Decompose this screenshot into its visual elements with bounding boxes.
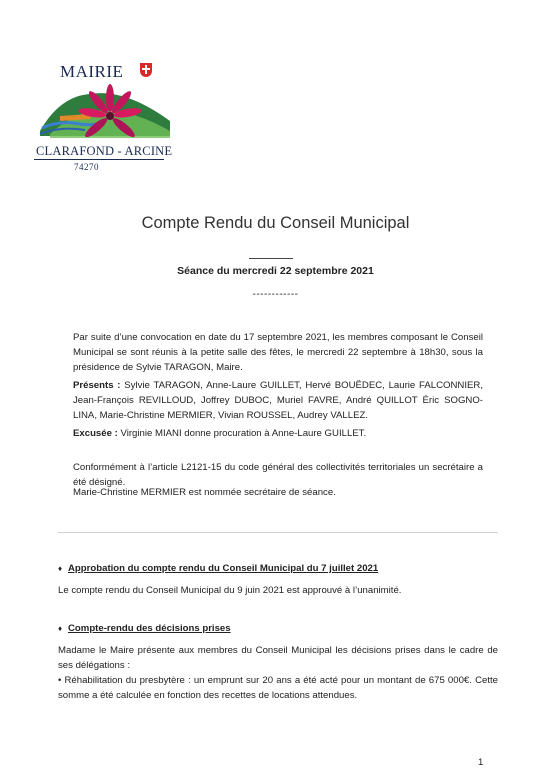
logo-rule (34, 159, 164, 160)
session-date: Séance du mercredi 22 septembre 2021 (177, 265, 374, 277)
intro-paragraph: Par suite d’une convocation en date du 17 septembre 2021, les membres composant le Conseil Municipal se sont réunis à la petite salle des fêtes, le mercredi 22 septembre à 18h30, sous la présidence de Sylvie TARAGON, Maire. (73, 332, 483, 373)
section-separator (58, 532, 498, 533)
mountain-flower-icon (30, 76, 180, 146)
savoy-cross-icon (140, 63, 152, 77)
logo-mairie-text: MAIRIE (60, 62, 124, 81)
diamond-bullet-icon: ♦ (58, 624, 63, 633)
excusee-paragraph (73, 426, 483, 441)
presents-label: Présents : (73, 380, 121, 391)
decision-item: • Réhabilitation du presbytère : un emprunt sur 20 ans a été acté pour un montant de 675 000€. Cette somme a été calculée en fonction des recettes de locations attendues. (58, 675, 498, 701)
page-number: 1 (478, 757, 484, 768)
logo-commune-name: CLARAFOND - ARCINE (36, 144, 173, 158)
section-title: Approbation du compte rendu du Conseil Municipal du 7 juillet 2021 (68, 563, 379, 574)
dashes-divider: ------------ (252, 289, 299, 300)
excusee-label: Excusée : (73, 428, 118, 439)
article-paragraph: Conformément à l’article L2121-15 du code général des collectivités territoriales un secrétaire a été désigné. (73, 462, 483, 488)
section-heading-approbation (58, 563, 378, 574)
section-paragraph: Le compte rendu du Conseil Municipal du 9 juin 2021 est approuvé à l’unanimité. (58, 585, 402, 596)
logo-postcode: 74270 (74, 162, 99, 172)
mairie-logo (30, 58, 180, 178)
excusee-text: Virginie MIANI donne procuration à Anne-Laure GUILLET. (117, 428, 367, 439)
presents-paragraph (73, 378, 483, 423)
diamond-bullet-icon: ♦ (58, 564, 63, 573)
secretary-paragraph: Marie-Christine MERMIER est nommée secrétaire de séance. (73, 487, 336, 498)
section-heading-decisions (58, 623, 231, 634)
document-title: Compte Rendu du Conseil Municipal (141, 214, 410, 232)
presents-list: Sylvie TARAGON, Anne-Laure GUILLET, Hervé BOUËDEC, Laurie FALCONNIER, Jean-François REVILLOUD, Joffrey DUBOC, Muriel FAVRE, André QUILLOT Éric SOGNO-LINA, Marie-Christine MERMIER, Vivian ROUSSEL, Audrey VALLEZ. (73, 380, 484, 421)
section-paragraph: Madame le Maire présente aux membres du Conseil Municipal les décisions prises dans le cadre de ses délégations : (58, 645, 498, 671)
title-divider (249, 258, 293, 259)
section-title: Compte-rendu des décisions prises (68, 623, 231, 634)
